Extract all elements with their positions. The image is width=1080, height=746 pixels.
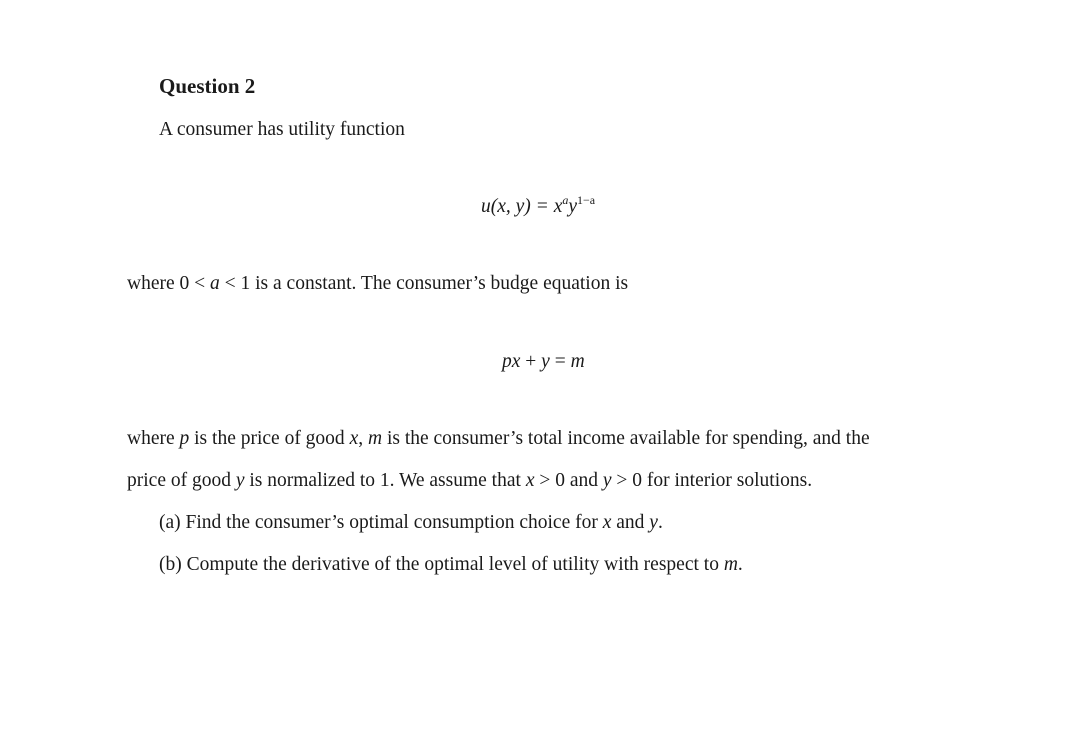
w3-y2: y — [602, 470, 612, 491]
pa-s1: (a) Find the consumer’s optimal consumption choice for — [159, 512, 603, 533]
w3-s2: is normalized to 1. We assume that — [244, 470, 526, 491]
w3-s3: > 0 and — [534, 470, 603, 491]
constant-description — [127, 272, 628, 295]
w2-m: m — [367, 428, 383, 449]
w2-s4: is the consumer’s total income available for spending, and the — [382, 428, 870, 449]
pb-s2: . — [737, 554, 743, 575]
intro-text: A consumer has utility function — [159, 119, 405, 140]
price-description-line-2 — [127, 469, 812, 492]
where1-post: < 1 is a constant. The consumer’s budge equation is — [219, 273, 629, 294]
utility-base-y: y — [568, 196, 578, 217]
w2-s3: , — [358, 428, 368, 449]
budget-equation — [502, 350, 585, 373]
budget-plus: + — [520, 351, 542, 372]
w2-s1: where — [127, 428, 180, 449]
w3-x: x — [525, 470, 535, 491]
pb-s1: (b) Compute the derivative of the optimal level of utility with respect to — [159, 554, 724, 575]
exponent-1-minus-a: 1−a — [577, 193, 596, 207]
part-a — [159, 511, 663, 534]
where1-var-a: a — [210, 273, 220, 294]
question-title: Question 2 — [159, 74, 256, 98]
w3-y: y — [235, 470, 245, 491]
utility-equation — [481, 195, 595, 218]
budget-equals: = — [549, 351, 571, 372]
exponent-a: a — [562, 193, 569, 207]
pa-s2: and — [611, 512, 650, 533]
budget-m: m — [570, 351, 585, 372]
pa-y: y — [649, 512, 658, 533]
w2-s2: is the price of good — [189, 428, 350, 449]
pa-x: x — [602, 512, 612, 533]
price-description-line-1 — [127, 427, 870, 450]
w2-p: p — [179, 428, 190, 449]
where1-pre: where 0 < — [127, 273, 211, 294]
part-b — [159, 553, 743, 576]
pb-m: m — [723, 554, 738, 575]
w3-s1: price of good — [127, 470, 236, 491]
budget-px: px — [502, 351, 521, 372]
utility-lhs: u(x, y) = x — [481, 196, 563, 217]
w3-s4: > 0 for interior solutions. — [611, 470, 813, 491]
w2-x: x — [349, 428, 359, 449]
pa-s3: . — [657, 512, 663, 533]
budget-y: y — [541, 351, 550, 372]
